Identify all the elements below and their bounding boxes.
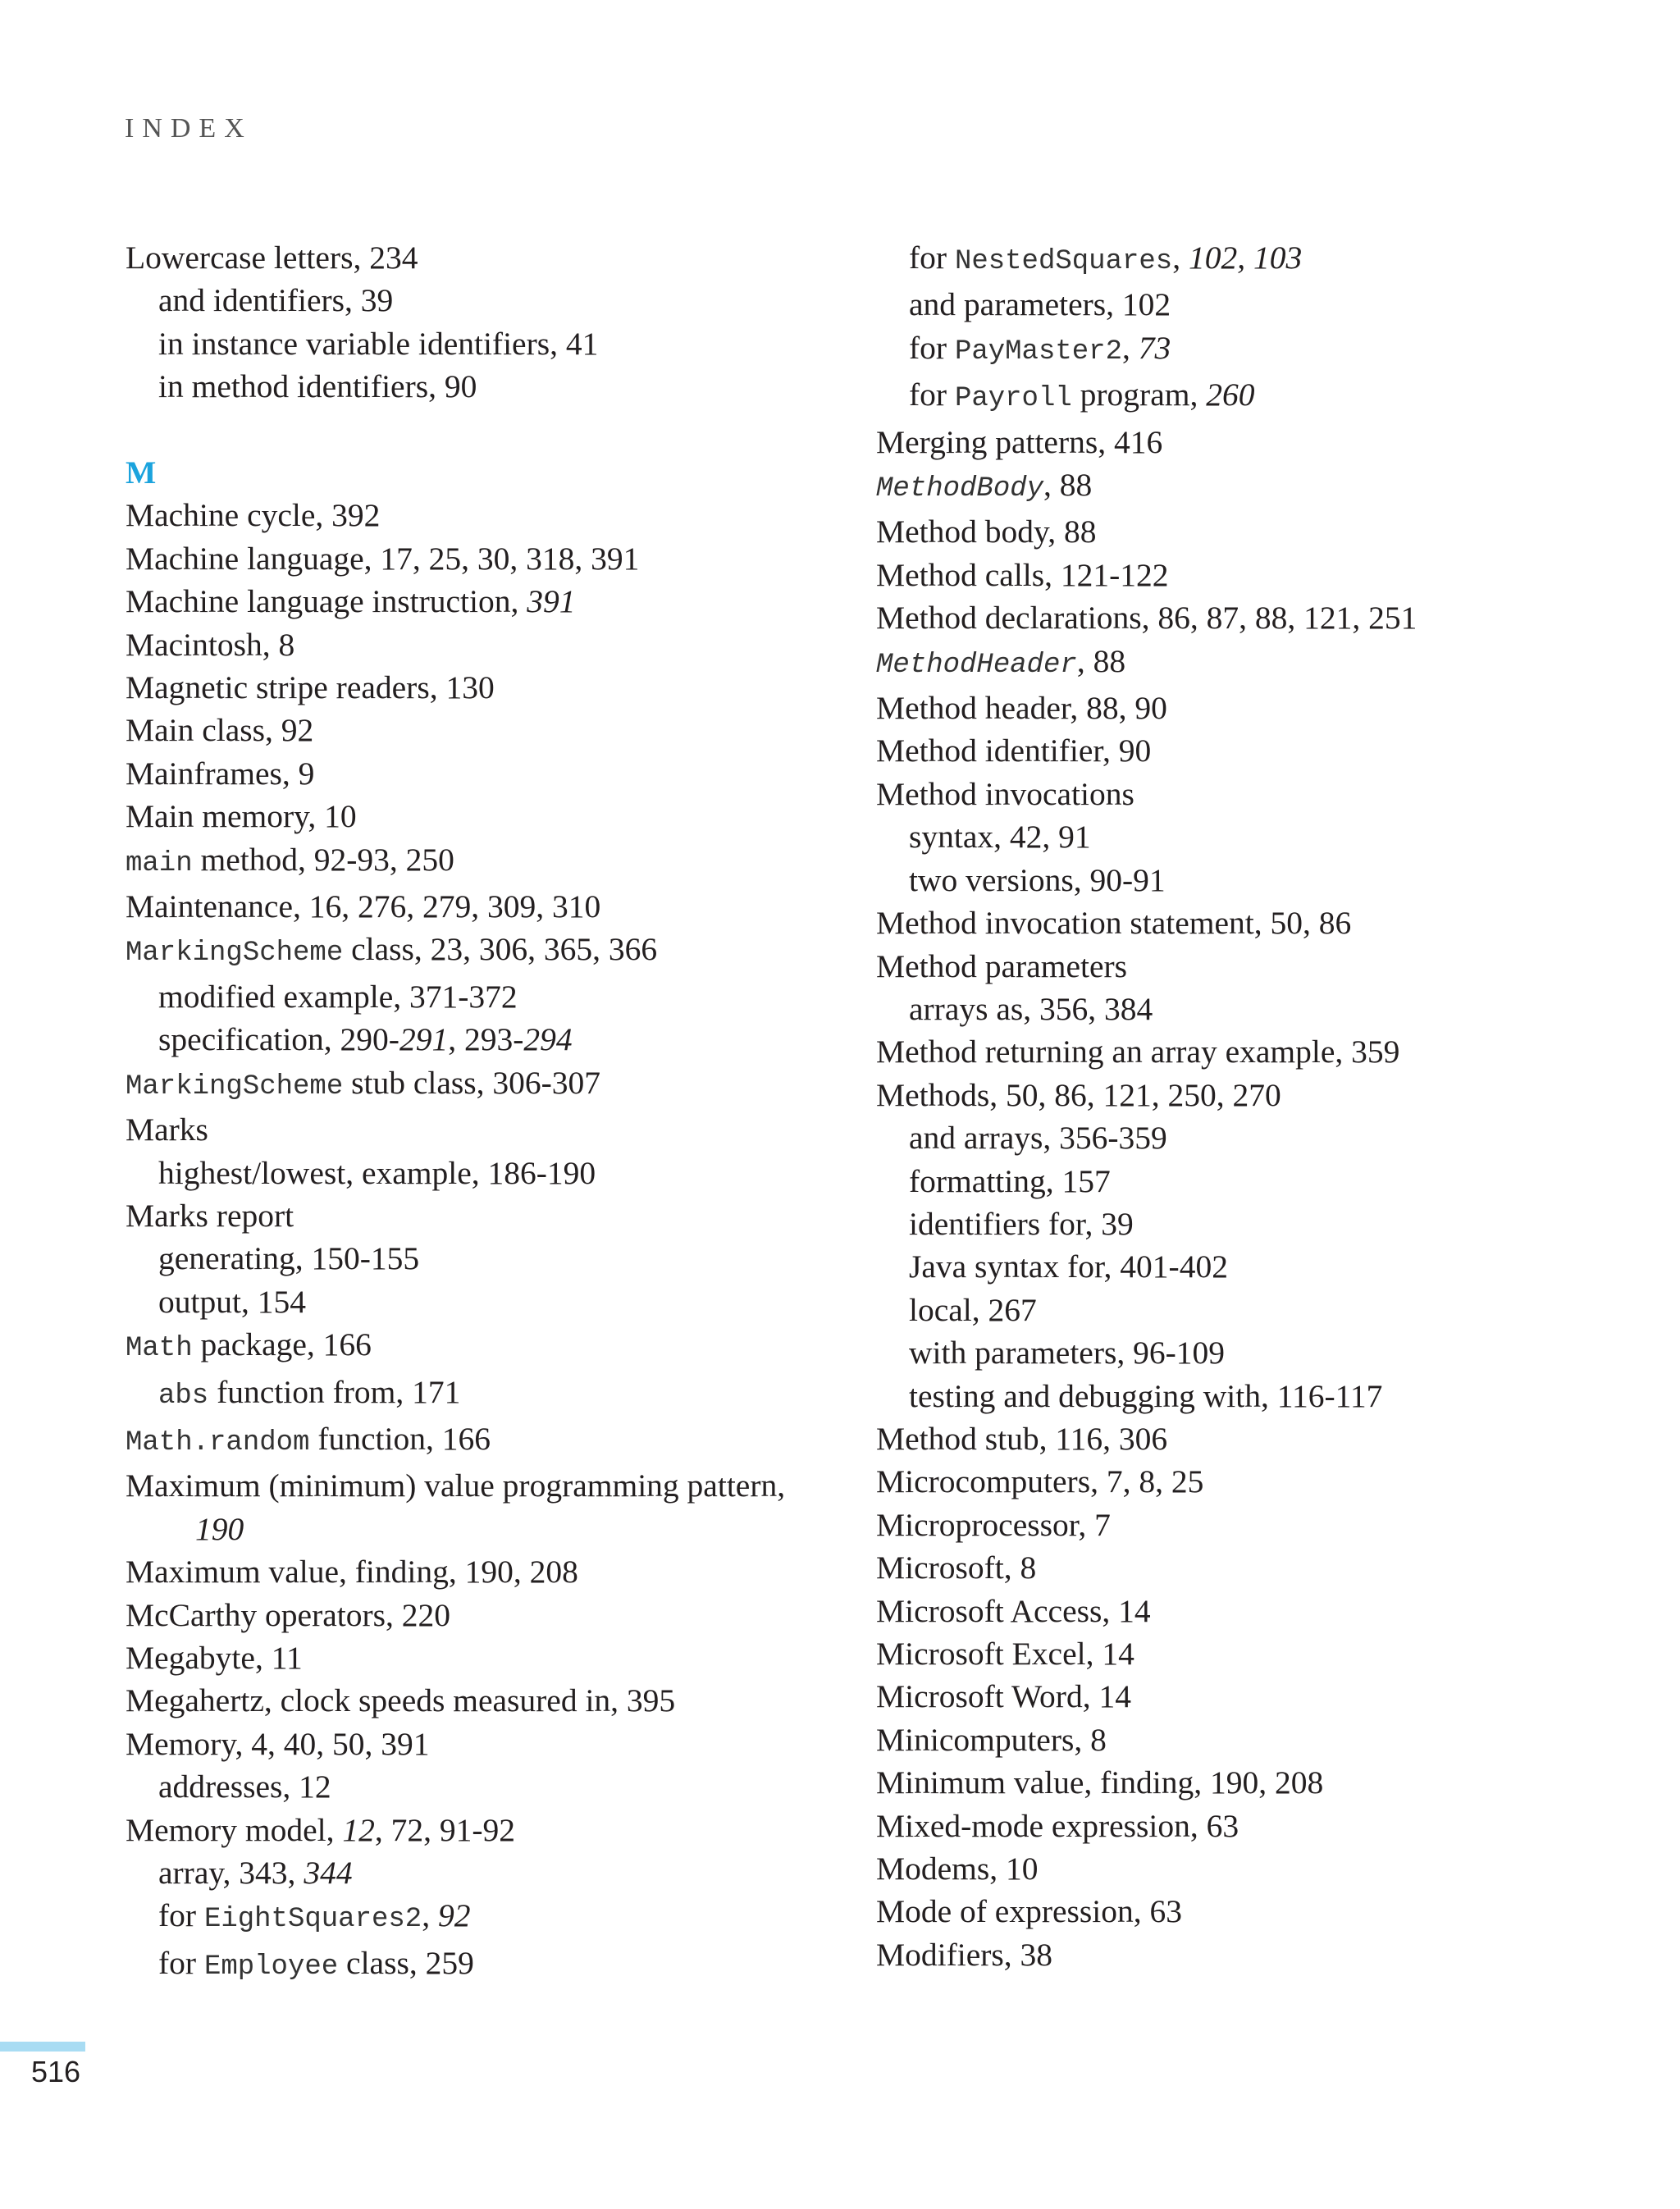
index-entry xyxy=(126,1636,831,1679)
index-entry xyxy=(126,236,831,279)
entry-text-segment: Mixed-mode expression, 63 xyxy=(876,1807,1239,1844)
entry-text-segment: Mainframes, 9 xyxy=(126,755,315,792)
index-subentry xyxy=(126,1280,831,1323)
entry-text-segment: Microsoft, 8 xyxy=(876,1549,1037,1586)
entry-text-segment: Mode of expression, 63 xyxy=(876,1893,1182,1930)
entry-text-segment: , xyxy=(1172,240,1189,276)
index-entry xyxy=(876,945,1582,988)
index-subentry xyxy=(876,1375,1582,1417)
entry-text-segment: 12 xyxy=(342,1811,375,1848)
index-entry xyxy=(126,795,831,838)
page-number: 516 xyxy=(31,2055,81,2088)
entry-text-segment: , 72, 91-92 xyxy=(374,1811,516,1848)
entry-text-segment: in method identifiers, 90 xyxy=(158,368,477,405)
entry-text-segment: modified example, 371-372 xyxy=(158,978,518,1015)
entry-text-segment: function from, 171 xyxy=(208,1373,461,1410)
entry-text-segment: M xyxy=(126,454,157,491)
index-entry xyxy=(876,1805,1582,1847)
entry-text-segment: Lowercase letters, 234 xyxy=(126,240,418,276)
entry-text-segment: array, 343, xyxy=(158,1855,304,1892)
entry-text-segment: class, 23, 306, 365, 366 xyxy=(343,931,658,968)
entry-text-segment: highest/lowest, example, 186-190 xyxy=(158,1154,596,1191)
index-subentry xyxy=(126,1765,831,1808)
entry-text-segment: Math xyxy=(126,1333,193,1365)
entry-text-segment: Method invocations xyxy=(876,775,1134,812)
index-entry xyxy=(126,1417,831,1464)
entry-text-segment: Method returning an array example, 359 xyxy=(876,1034,1400,1070)
running-head: INDEX xyxy=(125,113,253,144)
entry-text-segment: local, 267 xyxy=(909,1291,1037,1328)
entry-text-segment: for xyxy=(909,377,955,413)
index-subentry xyxy=(126,1152,831,1194)
entry-text-segment: for xyxy=(158,1944,204,1981)
entry-text-segment: , xyxy=(422,1897,438,1934)
index-subentry xyxy=(876,326,1582,373)
entry-text-segment: Microsoft Excel, 14 xyxy=(876,1636,1134,1672)
index-subentry xyxy=(126,1894,831,1941)
index-entry xyxy=(876,1933,1582,1976)
entry-text-segment: method, 92-93, 250 xyxy=(192,841,454,878)
entry-text-segment: MethodHeader xyxy=(876,649,1077,681)
index-entry-continuation xyxy=(126,1508,831,1550)
index-subentry xyxy=(876,1116,1582,1159)
index-entry xyxy=(126,1323,831,1370)
entry-text-segment: , 88 xyxy=(1043,467,1093,504)
index-subentry xyxy=(126,365,831,408)
index-subentry xyxy=(126,975,831,1018)
entry-text-segment: Methods, 50, 86, 121, 250, 270 xyxy=(876,1076,1281,1113)
entry-text-segment: 190 xyxy=(195,1510,244,1547)
index-entry xyxy=(876,1761,1582,1804)
entry-text-segment: 391 xyxy=(527,583,576,620)
entry-text-segment: Method invocation statement, 50, 86 xyxy=(876,905,1352,942)
entry-text-segment: Method body, 88 xyxy=(876,513,1097,550)
entry-text-segment: Payroll xyxy=(954,383,1072,415)
entry-text-segment: Modifiers, 38 xyxy=(876,1936,1053,1973)
entry-text-segment: Math.random xyxy=(126,1426,310,1458)
index-entry xyxy=(126,1723,831,1765)
entry-text-segment: Modems, 10 xyxy=(876,1851,1039,1887)
index-subentry xyxy=(876,859,1582,901)
entry-text-segment: Marks xyxy=(126,1111,208,1148)
index-entry xyxy=(876,1504,1582,1546)
entry-text-segment: Microprocessor, 7 xyxy=(876,1506,1111,1543)
index-entry xyxy=(876,596,1582,639)
index-column-left xyxy=(126,236,831,1988)
entry-text-segment: specification, 290- xyxy=(158,1021,399,1058)
index-entry xyxy=(876,1030,1582,1073)
index-entry xyxy=(876,1890,1582,1933)
entry-text-segment: class, 259 xyxy=(338,1944,474,1981)
entry-text-segment: function, 166 xyxy=(309,1420,491,1457)
entry-text-segment: program, xyxy=(1071,377,1207,413)
entry-text-segment: Maximum value, finding, 190, 208 xyxy=(126,1554,578,1591)
index-entry xyxy=(126,494,831,536)
index-entry xyxy=(876,1417,1582,1460)
index-entry xyxy=(876,554,1582,596)
entry-text-segment: Microsoft Access, 14 xyxy=(876,1592,1151,1629)
index-entry xyxy=(876,1074,1582,1116)
entry-text-segment: Minicomputers, 8 xyxy=(876,1721,1107,1758)
index-entry xyxy=(126,1679,831,1722)
section-letter-heading xyxy=(126,451,831,494)
index-column-right xyxy=(876,236,1582,1976)
entry-text-segment: Marks report xyxy=(126,1197,294,1234)
entry-text-segment: MethodBody xyxy=(876,473,1044,505)
index-entry xyxy=(126,928,831,974)
entry-text-segment: 294 xyxy=(523,1021,573,1058)
index-entry xyxy=(126,537,831,580)
entry-text-segment: NestedSquares xyxy=(954,246,1173,277)
index-entry xyxy=(126,885,831,928)
entry-text-segment: Method header, 88, 90 xyxy=(876,690,1167,727)
entry-text-segment: Megabyte, 11 xyxy=(126,1639,303,1676)
entry-text-segment: 344 xyxy=(304,1855,353,1892)
index-subentry xyxy=(126,1371,831,1417)
index-entry xyxy=(126,709,831,751)
index-entry xyxy=(876,1718,1582,1761)
entry-text-segment: Method identifier, 90 xyxy=(876,733,1152,769)
entry-text-segment: , 293- xyxy=(448,1021,524,1058)
entry-text-segment: package, 166 xyxy=(192,1326,372,1363)
entry-text-segment: main xyxy=(126,847,193,879)
index-subentry xyxy=(876,815,1582,858)
entry-text-segment: , 88 xyxy=(1076,642,1126,679)
index-subentry xyxy=(126,1018,831,1061)
entry-text-segment: Maintenance, 16, 276, 279, 309, 310 xyxy=(126,888,601,925)
index-subentry xyxy=(876,1203,1582,1245)
entry-text-segment: formatting, 157 xyxy=(909,1162,1111,1199)
index-entry xyxy=(126,580,831,623)
entry-text-segment: and identifiers, 39 xyxy=(158,282,394,319)
entry-text-segment: in instance variable identifiers, 41 xyxy=(158,325,599,362)
entry-text-segment: EightSquares2 xyxy=(203,1904,422,1936)
entry-text-segment: Main memory, 10 xyxy=(126,798,357,835)
index-entry xyxy=(126,623,831,666)
index-subentry xyxy=(126,279,831,322)
entry-text-segment: identifiers for, 39 xyxy=(909,1205,1134,1242)
index-entry xyxy=(876,463,1582,510)
index-entry xyxy=(876,1632,1582,1675)
entry-text-segment: abs xyxy=(158,1380,209,1412)
entry-text-segment: MarkingScheme xyxy=(126,1070,344,1102)
entry-text-segment: Method declarations, 86, 87, 88, 121, 251 xyxy=(876,600,1418,637)
entry-text-segment: two versions, 90-91 xyxy=(909,861,1166,898)
index-entry xyxy=(126,752,831,795)
entry-text-segment: Method calls, 121-122 xyxy=(876,556,1169,593)
entry-text-segment: MarkingScheme xyxy=(126,938,344,970)
page-number-rule xyxy=(0,2042,85,2052)
section-spacer xyxy=(126,408,831,451)
entry-text-segment: addresses, 12 xyxy=(158,1769,331,1805)
entry-text-segment: output, 154 xyxy=(158,1283,306,1320)
entry-text-segment: Java syntax for, 401-402 xyxy=(909,1248,1228,1285)
index-entry xyxy=(126,1594,831,1636)
index-entry xyxy=(876,1847,1582,1890)
index-subentry xyxy=(876,1245,1582,1288)
entry-text-segment: 260 xyxy=(1206,377,1255,413)
index-entry xyxy=(876,687,1582,729)
index-entry xyxy=(876,421,1582,463)
index-entry xyxy=(126,838,831,885)
index-entry xyxy=(126,1809,831,1851)
index-subentry xyxy=(876,988,1582,1030)
entry-text-segment: for xyxy=(158,1897,204,1934)
entry-text-segment: Microcomputers, 7, 8, 25 xyxy=(876,1463,1204,1500)
entry-text-segment: Machine language instruction, xyxy=(126,583,527,620)
index-subentry xyxy=(876,236,1582,283)
index-entry xyxy=(876,901,1582,944)
index-entry xyxy=(126,1550,831,1593)
entry-text-segment: 291 xyxy=(399,1021,449,1058)
entry-text-segment: Employee xyxy=(203,1951,339,1983)
entry-text-segment: for xyxy=(909,329,955,366)
index-subentry xyxy=(876,283,1582,326)
entry-text-segment: and arrays, 356-359 xyxy=(909,1120,1167,1157)
entry-text-segment: and parameters, 102 xyxy=(909,286,1171,323)
entry-text-segment: Minimum value, finding, 190, 208 xyxy=(876,1764,1324,1801)
entry-text-segment: syntax, 42, 91 xyxy=(909,819,1091,856)
entry-text-segment: Machine language, 17, 25, 30, 318, 391 xyxy=(126,540,640,577)
index-subentry xyxy=(126,1237,831,1280)
index-entry xyxy=(876,773,1582,815)
index-subentry xyxy=(126,1851,831,1894)
entry-text-segment: Memory model, xyxy=(126,1811,343,1848)
index-entry xyxy=(126,666,831,709)
index-subentry xyxy=(876,1289,1582,1331)
entry-text-segment: Main class, 92 xyxy=(126,712,314,749)
index-entry xyxy=(126,1061,831,1108)
entry-text-segment: , xyxy=(1121,329,1139,366)
index-entry xyxy=(876,1460,1582,1503)
index-entry xyxy=(876,729,1582,772)
entry-text-segment: McCarthy operators, 220 xyxy=(126,1596,451,1633)
index-subentry xyxy=(126,1942,831,1988)
index-subentry xyxy=(876,1160,1582,1203)
entry-text-segment: for xyxy=(909,240,955,276)
index-entry xyxy=(126,1194,831,1237)
entry-text-segment: 102, 103 xyxy=(1188,240,1303,276)
entry-text-segment: Method stub, 116, 306 xyxy=(876,1420,1168,1457)
index-entry xyxy=(876,640,1582,687)
entry-text-segment: Method parameters xyxy=(876,947,1128,984)
entry-text-segment: Magnetic stripe readers, 130 xyxy=(126,669,495,706)
index-entry xyxy=(126,1464,831,1507)
entry-text-segment: stub class, 306-307 xyxy=(343,1064,601,1101)
entry-text-segment: testing and debugging with, 116-117 xyxy=(909,1377,1383,1414)
index-entry xyxy=(876,1546,1582,1589)
entry-text-segment: with parameters, 96-109 xyxy=(909,1335,1226,1371)
entry-text-segment: Memory, 4, 40, 50, 391 xyxy=(126,1725,430,1762)
entry-text-segment: 92 xyxy=(437,1897,471,1934)
entry-text-segment: Microsoft Word, 14 xyxy=(876,1678,1131,1715)
index-entry xyxy=(876,1675,1582,1718)
index-entry xyxy=(876,510,1582,553)
entry-text-segment: Maximum (minimum) value programming pattern, xyxy=(126,1467,786,1504)
entry-text-segment: Megahertz, clock speeds measured in, 395 xyxy=(126,1682,676,1719)
entry-text-segment: generating, 150-155 xyxy=(158,1240,420,1277)
index-subentry xyxy=(126,322,831,365)
entry-text-segment: PayMaster2 xyxy=(954,335,1122,367)
index-subentry xyxy=(876,1331,1582,1374)
entry-text-segment: Machine cycle, 392 xyxy=(126,497,381,534)
index-subentry xyxy=(876,373,1582,420)
entry-text-segment: 73 xyxy=(1138,329,1171,366)
entry-text-segment: Macintosh, 8 xyxy=(126,626,295,663)
entry-text-segment: arrays as, 356, 384 xyxy=(909,990,1153,1027)
index-entry xyxy=(126,1108,831,1151)
entry-text-segment: Merging patterns, 416 xyxy=(876,423,1163,460)
index-entry xyxy=(876,1590,1582,1632)
